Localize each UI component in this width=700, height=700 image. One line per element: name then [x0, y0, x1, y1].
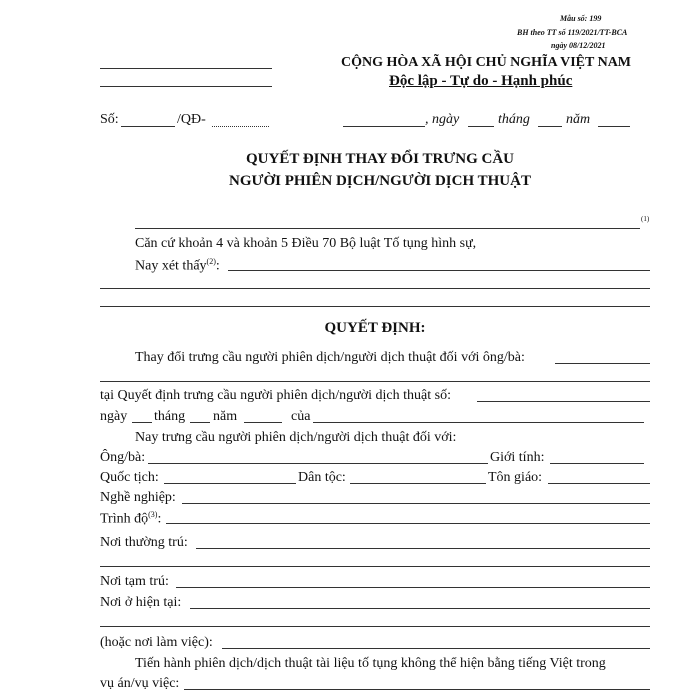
consider-label: Nay xét thấy$^{(2)}$: — [135, 257, 220, 274]
current-address-field[interactable] — [190, 608, 650, 609]
decision-heading: QUYẾT ĐỊNH: — [324, 320, 426, 336]
education-label: Trình độ$^{(3)}$: — [100, 510, 162, 527]
consider-field-1[interactable] — [228, 270, 650, 271]
number-field[interactable] — [121, 126, 175, 127]
name-field[interactable] — [148, 463, 488, 464]
change-text: Thay đổi trưng cầu người phiên dịch/người dịch thuật đối với ông/bà: — [135, 350, 525, 365]
nationality-label: Quốc tịch: — [100, 470, 159, 485]
decision-date-thang: tháng — [154, 409, 186, 424]
permanent-address-label: Nơi thường trú: — [100, 535, 188, 550]
case-label: vụ án/vụ việc: — [100, 676, 180, 691]
now-request-text: Nay trưng cầu người phiên dịch/người dịch thuật đối với: — [135, 430, 457, 445]
consider-field-2[interactable] — [100, 288, 650, 289]
gender-field[interactable] — [550, 463, 644, 464]
decision-year-field[interactable] — [244, 422, 282, 423]
national-title: CỘNG HÒA XÃ HỘI CHỦ NGHĨA VIỆT NAM — [341, 55, 632, 70]
date-year-label: năm — [566, 112, 591, 127]
education-field[interactable] — [166, 523, 650, 524]
change-person-field[interactable] — [555, 363, 650, 364]
agency-line-1[interactable] — [100, 68, 272, 69]
change-person-field-2[interactable] — [100, 381, 650, 382]
date-month-label: tháng — [498, 112, 530, 127]
agency-line-2[interactable] — [100, 86, 272, 87]
place-field[interactable] — [343, 126, 425, 127]
qd-field[interactable] — [212, 126, 269, 127]
current-address-label: Nơi ở hiện tại: — [100, 595, 182, 610]
authority-field[interactable] — [135, 228, 640, 229]
temporary-address-label: Nơi tạm trú: — [100, 574, 169, 589]
date-day-field[interactable] — [468, 126, 494, 127]
decision-number-field[interactable] — [477, 401, 650, 402]
occupation-field[interactable] — [182, 503, 650, 504]
temporary-address-field[interactable] — [176, 587, 650, 588]
workplace-label: (hoặc nơi làm việc): — [100, 635, 213, 650]
workplace-field[interactable] — [222, 648, 650, 649]
legal-basis-text: Căn cứ khoản 4 và khoản 5 Điều 70 Bộ luật Tố tụng hình sự, — [135, 236, 477, 251]
case-field[interactable] — [184, 689, 650, 690]
date-year-field[interactable] — [598, 126, 630, 127]
decision-day-field[interactable] — [132, 422, 152, 423]
nationality-field[interactable] — [164, 483, 296, 484]
gender-label: Giới tính: — [490, 450, 545, 465]
date-ngay-label: , ngày — [425, 112, 460, 127]
occupation-label: Nghề nghiệp: — [100, 490, 176, 505]
form-legal-basis: BH theo TT số 119/2021/TT-BCA — [517, 28, 628, 37]
qd-label: /QĐ- — [177, 112, 206, 127]
decision-month-field[interactable] — [190, 422, 210, 423]
consider-field-3[interactable] — [100, 306, 650, 307]
title-line-1: QUYẾT ĐỊNH THAY ĐỔI TRƯNG CẦU — [246, 151, 514, 167]
permanent-address-field[interactable] — [196, 548, 650, 549]
at-decision-text: tại Quyết định trưng cầu người phiên dịch/người dịch thuật số: — [100, 388, 451, 403]
decision-issuer-field[interactable] — [313, 422, 644, 423]
religion-field[interactable] — [548, 483, 650, 484]
permanent-address-field-2[interactable] — [100, 566, 650, 567]
proceed-text: Tiến hành phiên dịch/dịch thuật tài liệu tố tụng không thể hiện bằng tiếng Việt trong — [135, 656, 606, 671]
title-line-2: NGƯỜI PHIÊN DỊCH/NGƯỜI DỊCH THUẬT — [229, 173, 531, 189]
national-motto: Độc lập - Tự do - Hạnh phúc — [389, 73, 573, 89]
decision-cua: của — [291, 409, 311, 424]
name-label: Ông/bà: — [100, 450, 146, 465]
form-date: ngày 08/12/2021 — [551, 41, 606, 50]
decision-date-ngay: ngày — [100, 409, 128, 424]
religion-label: Tôn giáo: — [488, 470, 543, 485]
form-number: Mẫu số: 199 — [560, 14, 602, 23]
current-address-field-2[interactable] — [100, 626, 650, 627]
number-label: Số: — [100, 112, 119, 127]
ethnicity-label: Dân tộc: — [298, 470, 346, 485]
ethnicity-field[interactable] — [350, 483, 486, 484]
date-month-field[interactable] — [538, 126, 562, 127]
decision-date-nam: năm — [213, 409, 238, 424]
note-1: (1) — [641, 215, 650, 223]
